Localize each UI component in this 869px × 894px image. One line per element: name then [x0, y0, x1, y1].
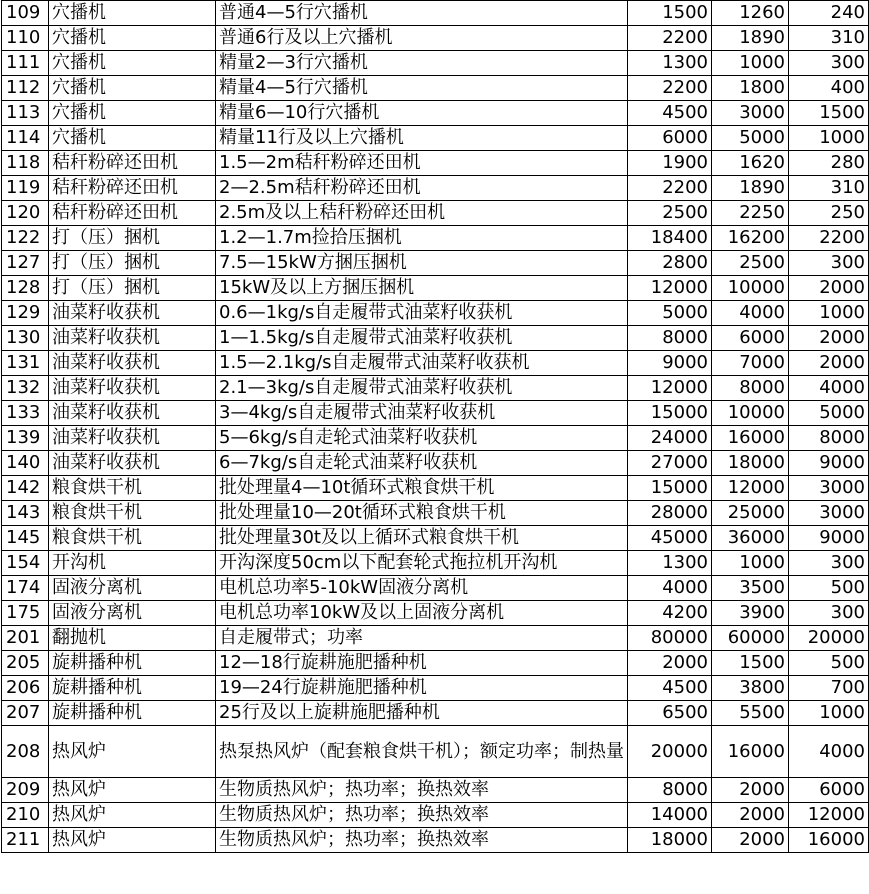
value-1-cell: 15000 — [628, 401, 712, 426]
spec-cell: 0.6—1kg/s自走履带式油菜籽收获机 — [216, 301, 628, 326]
id-cell: 154 — [2, 551, 49, 576]
value-2-cell: 6000 — [712, 326, 789, 351]
value-1-cell: 45000 — [628, 526, 712, 551]
value-2-cell: 10000 — [712, 276, 789, 301]
value-1-cell: 2200 — [628, 26, 712, 51]
category-cell: 旋耕播种机 — [49, 701, 216, 726]
category-cell: 打（压）捆机 — [49, 276, 216, 301]
category-cell: 粮食烘干机 — [49, 526, 216, 551]
category-cell: 穴播机 — [49, 1, 216, 26]
table-row — [2, 651, 869, 676]
value-3-cell: 300 — [789, 551, 869, 576]
value-3-cell: 1000 — [789, 126, 869, 151]
category-cell: 穴播机 — [49, 76, 216, 101]
category-cell: 开沟机 — [49, 551, 216, 576]
value-2-cell: 25000 — [712, 501, 789, 526]
spec-cell: 批处理量4—10t循环式粮食烘干机 — [216, 476, 628, 501]
table-row — [2, 676, 869, 701]
subsidy-table — [1, 0, 869, 853]
table-row — [2, 26, 869, 51]
value-2-cell: 4000 — [712, 301, 789, 326]
value-2-cell: 18000 — [712, 451, 789, 476]
spec-cell: 6—7kg/s自走轮式油菜籽收获机 — [216, 451, 628, 476]
value-3-cell: 280 — [789, 151, 869, 176]
id-cell: 133 — [2, 401, 49, 426]
id-cell: 110 — [2, 26, 49, 51]
spec-cell: 1.2—1.7m捡拾压捆机 — [216, 226, 628, 251]
table-row — [2, 1, 869, 26]
category-cell: 翻抛机 — [49, 626, 216, 651]
value-3-cell: 240 — [789, 1, 869, 26]
value-1-cell: 2200 — [628, 76, 712, 101]
spec-cell: 自走履带式；功率 — [216, 626, 628, 651]
value-2-cell: 16200 — [712, 226, 789, 251]
table-row — [2, 251, 869, 276]
value-1-cell: 18000 — [628, 828, 712, 853]
table-row — [2, 151, 869, 176]
value-3-cell: 400 — [789, 76, 869, 101]
value-1-cell: 5000 — [628, 301, 712, 326]
table-row — [2, 76, 869, 101]
value-3-cell: 12000 — [789, 803, 869, 828]
value-1-cell: 27000 — [628, 451, 712, 476]
id-cell: 140 — [2, 451, 49, 476]
value-1-cell: 14000 — [628, 803, 712, 828]
category-cell: 秸秆粉碎还田机 — [49, 151, 216, 176]
id-cell: 119 — [2, 176, 49, 201]
id-cell: 109 — [2, 1, 49, 26]
table-row — [2, 501, 869, 526]
table-row — [2, 828, 869, 853]
category-cell: 固液分离机 — [49, 601, 216, 626]
value-3-cell: 9000 — [789, 526, 869, 551]
value-1-cell: 2200 — [628, 176, 712, 201]
category-cell: 秸秆粉碎还田机 — [49, 176, 216, 201]
category-cell: 穴播机 — [49, 26, 216, 51]
table-row — [2, 576, 869, 601]
table-row — [2, 126, 869, 151]
spec-cell: 批处理量10—20t循环式粮食烘干机 — [216, 501, 628, 526]
value-3-cell: 1000 — [789, 701, 869, 726]
value-1-cell: 6500 — [628, 701, 712, 726]
value-2-cell: 16000 — [712, 726, 789, 778]
value-3-cell: 500 — [789, 576, 869, 601]
value-1-cell: 1500 — [628, 1, 712, 26]
table-row — [2, 376, 869, 401]
value-1-cell: 2800 — [628, 251, 712, 276]
spec-cell: 普通6行及以上穴播机 — [216, 26, 628, 51]
value-2-cell: 1620 — [712, 151, 789, 176]
spec-cell: 2.5m及以上秸秆粉碎还田机 — [216, 201, 628, 226]
value-1-cell: 8000 — [628, 778, 712, 803]
category-cell: 打（压）捆机 — [49, 251, 216, 276]
id-cell: 201 — [2, 626, 49, 651]
category-cell: 秸秆粉碎还田机 — [49, 201, 216, 226]
spec-cell: 生物质热风炉；热功率；换热效率 — [216, 778, 628, 803]
spec-cell: 普通4—5行穴播机 — [216, 1, 628, 26]
category-cell: 穴播机 — [49, 51, 216, 76]
spec-cell: 25行及以上旋耕施肥播种机 — [216, 701, 628, 726]
category-cell: 热风炉 — [49, 726, 216, 778]
id-cell: 207 — [2, 701, 49, 726]
id-cell: 122 — [2, 226, 49, 251]
value-3-cell: 3000 — [789, 476, 869, 501]
table-row — [2, 778, 869, 803]
category-cell: 粮食烘干机 — [49, 501, 216, 526]
category-cell: 热风炉 — [49, 828, 216, 853]
id-cell: 129 — [2, 301, 49, 326]
table-row — [2, 803, 869, 828]
id-cell: 120 — [2, 201, 49, 226]
table-row — [2, 726, 869, 778]
value-1-cell: 4500 — [628, 101, 712, 126]
table-row — [2, 276, 869, 301]
value-2-cell: 1800 — [712, 76, 789, 101]
spec-cell: 5—6kg/s自走轮式油菜籽收获机 — [216, 426, 628, 451]
table-row — [2, 351, 869, 376]
category-cell: 油菜籽收获机 — [49, 351, 216, 376]
value-3-cell: 300 — [789, 51, 869, 76]
value-1-cell: 12000 — [628, 376, 712, 401]
category-cell: 热风炉 — [49, 803, 216, 828]
value-2-cell: 1500 — [712, 651, 789, 676]
value-2-cell: 5500 — [712, 701, 789, 726]
category-cell: 油菜籽收获机 — [49, 401, 216, 426]
spec-cell: 精量2—3行穴播机 — [216, 51, 628, 76]
table-row — [2, 701, 869, 726]
id-cell: 143 — [2, 501, 49, 526]
value-2-cell: 3900 — [712, 601, 789, 626]
id-cell: 112 — [2, 76, 49, 101]
table-row — [2, 401, 869, 426]
value-3-cell: 500 — [789, 651, 869, 676]
spec-cell: 19—24行旋耕施肥播种机 — [216, 676, 628, 701]
value-2-cell: 1000 — [712, 51, 789, 76]
id-cell: 210 — [2, 803, 49, 828]
value-3-cell: 4000 — [789, 376, 869, 401]
table-row — [2, 626, 869, 651]
spec-cell: 7.5—15kW方捆压捆机 — [216, 251, 628, 276]
value-1-cell: 18400 — [628, 226, 712, 251]
category-cell: 油菜籽收获机 — [49, 426, 216, 451]
id-cell: 130 — [2, 326, 49, 351]
id-cell: 209 — [2, 778, 49, 803]
value-1-cell: 8000 — [628, 326, 712, 351]
id-cell: 111 — [2, 51, 49, 76]
value-2-cell: 2000 — [712, 803, 789, 828]
table-row — [2, 226, 869, 251]
value-1-cell: 4000 — [628, 576, 712, 601]
value-1-cell: 9000 — [628, 351, 712, 376]
spec-cell: 精量4—5行穴播机 — [216, 76, 628, 101]
table-row — [2, 51, 869, 76]
value-2-cell: 3500 — [712, 576, 789, 601]
spec-cell: 精量11行及以上穴播机 — [216, 126, 628, 151]
value-2-cell: 36000 — [712, 526, 789, 551]
value-3-cell: 4000 — [789, 726, 869, 778]
value-2-cell: 2000 — [712, 778, 789, 803]
value-2-cell: 3800 — [712, 676, 789, 701]
table-row — [2, 101, 869, 126]
value-1-cell: 12000 — [628, 276, 712, 301]
table-row — [2, 476, 869, 501]
spec-cell: 热泵热风炉（配套粮食烘干机）；额定功率；制热量 — [216, 726, 628, 778]
id-cell: 132 — [2, 376, 49, 401]
value-2-cell: 2250 — [712, 201, 789, 226]
value-2-cell: 3000 — [712, 101, 789, 126]
value-1-cell: 6000 — [628, 126, 712, 151]
value-2-cell: 60000 — [712, 626, 789, 651]
id-cell: 205 — [2, 651, 49, 676]
table-row — [2, 426, 869, 451]
value-2-cell: 7000 — [712, 351, 789, 376]
value-3-cell: 9000 — [789, 451, 869, 476]
id-cell: 139 — [2, 426, 49, 451]
category-cell: 穴播机 — [49, 126, 216, 151]
spec-cell: 批处理量30t及以上循环式粮食烘干机 — [216, 526, 628, 551]
table-row — [2, 301, 869, 326]
value-3-cell: 310 — [789, 26, 869, 51]
value-3-cell: 300 — [789, 251, 869, 276]
id-cell: 113 — [2, 101, 49, 126]
value-3-cell: 250 — [789, 201, 869, 226]
value-2-cell: 5000 — [712, 126, 789, 151]
value-2-cell: 1260 — [712, 1, 789, 26]
id-cell: 128 — [2, 276, 49, 301]
table-body — [2, 1, 869, 853]
spec-cell: 12—18行旋耕施肥播种机 — [216, 651, 628, 676]
value-3-cell: 700 — [789, 676, 869, 701]
value-2-cell: 1000 — [712, 551, 789, 576]
category-cell: 穴播机 — [49, 101, 216, 126]
table-row — [2, 201, 869, 226]
table-row — [2, 551, 869, 576]
id-cell: 131 — [2, 351, 49, 376]
table-row — [2, 176, 869, 201]
spec-cell: 生物质热风炉；热功率；换热效率 — [216, 828, 628, 853]
value-1-cell: 15000 — [628, 476, 712, 501]
id-cell: 114 — [2, 126, 49, 151]
value-2-cell: 12000 — [712, 476, 789, 501]
value-2-cell: 2500 — [712, 251, 789, 276]
spec-cell: 1.5—2.1kg/s自走履带式油菜籽收获机 — [216, 351, 628, 376]
value-1-cell: 24000 — [628, 426, 712, 451]
spec-cell: 电机总功率10kW及以上固液分离机 — [216, 601, 628, 626]
id-cell: 211 — [2, 828, 49, 853]
value-1-cell: 80000 — [628, 626, 712, 651]
value-3-cell: 20000 — [789, 626, 869, 651]
value-2-cell: 8000 — [712, 376, 789, 401]
value-3-cell: 1500 — [789, 101, 869, 126]
id-cell: 206 — [2, 676, 49, 701]
spec-cell: 2—2.5m秸秆粉碎还田机 — [216, 176, 628, 201]
value-2-cell: 16000 — [712, 426, 789, 451]
spec-cell: 15kW及以上方捆压捆机 — [216, 276, 628, 301]
id-cell: 175 — [2, 601, 49, 626]
category-cell: 油菜籽收获机 — [49, 451, 216, 476]
category-cell: 油菜籽收获机 — [49, 301, 216, 326]
category-cell: 粮食烘干机 — [49, 476, 216, 501]
value-3-cell: 5000 — [789, 401, 869, 426]
value-1-cell: 4500 — [628, 676, 712, 701]
value-3-cell: 8000 — [789, 426, 869, 451]
spec-cell: 电机总功率5-10kW固液分离机 — [216, 576, 628, 601]
category-cell: 旋耕播种机 — [49, 651, 216, 676]
table-row — [2, 601, 869, 626]
category-cell: 热风炉 — [49, 778, 216, 803]
value-3-cell: 310 — [789, 176, 869, 201]
value-1-cell: 1300 — [628, 551, 712, 576]
id-cell: 127 — [2, 251, 49, 276]
id-cell: 145 — [2, 526, 49, 551]
table-row — [2, 326, 869, 351]
value-2-cell: 2000 — [712, 828, 789, 853]
value-1-cell: 1900 — [628, 151, 712, 176]
spec-cell: 2.1—3kg/s自走履带式油菜籽收获机 — [216, 376, 628, 401]
id-cell: 208 — [2, 726, 49, 778]
spec-cell: 1—1.5kg/s自走履带式油菜籽收获机 — [216, 326, 628, 351]
category-cell: 固液分离机 — [49, 576, 216, 601]
value-3-cell: 3000 — [789, 501, 869, 526]
value-3-cell: 2000 — [789, 351, 869, 376]
category-cell: 旋耕播种机 — [49, 676, 216, 701]
value-3-cell: 2000 — [789, 276, 869, 301]
spec-cell: 1.5—2m秸秆粉碎还田机 — [216, 151, 628, 176]
value-3-cell: 300 — [789, 601, 869, 626]
value-1-cell: 20000 — [628, 726, 712, 778]
value-3-cell: 1000 — [789, 301, 869, 326]
spec-cell: 生物质热风炉；热功率；换热效率 — [216, 803, 628, 828]
category-cell: 油菜籽收获机 — [49, 326, 216, 351]
value-2-cell: 10000 — [712, 401, 789, 426]
id-cell: 174 — [2, 576, 49, 601]
value-3-cell: 2200 — [789, 226, 869, 251]
value-1-cell: 2500 — [628, 201, 712, 226]
spec-cell: 开沟深度50cm以下配套轮式拖拉机开沟机 — [216, 551, 628, 576]
category-cell: 打（压）捆机 — [49, 226, 216, 251]
id-cell: 142 — [2, 476, 49, 501]
table-row — [2, 451, 869, 476]
value-1-cell: 1300 — [628, 51, 712, 76]
spec-cell: 3—4kg/s自走履带式油菜籽收获机 — [216, 401, 628, 426]
value-1-cell: 28000 — [628, 501, 712, 526]
category-cell: 油菜籽收获机 — [49, 376, 216, 401]
value-3-cell: 2000 — [789, 326, 869, 351]
spec-cell: 精量6—10行穴播机 — [216, 101, 628, 126]
value-3-cell: 6000 — [789, 778, 869, 803]
value-2-cell: 1890 — [712, 26, 789, 51]
value-1-cell: 2000 — [628, 651, 712, 676]
value-3-cell: 16000 — [789, 828, 869, 853]
id-cell: 118 — [2, 151, 49, 176]
value-1-cell: 4200 — [628, 601, 712, 626]
table-row — [2, 526, 869, 551]
value-2-cell: 1890 — [712, 176, 789, 201]
